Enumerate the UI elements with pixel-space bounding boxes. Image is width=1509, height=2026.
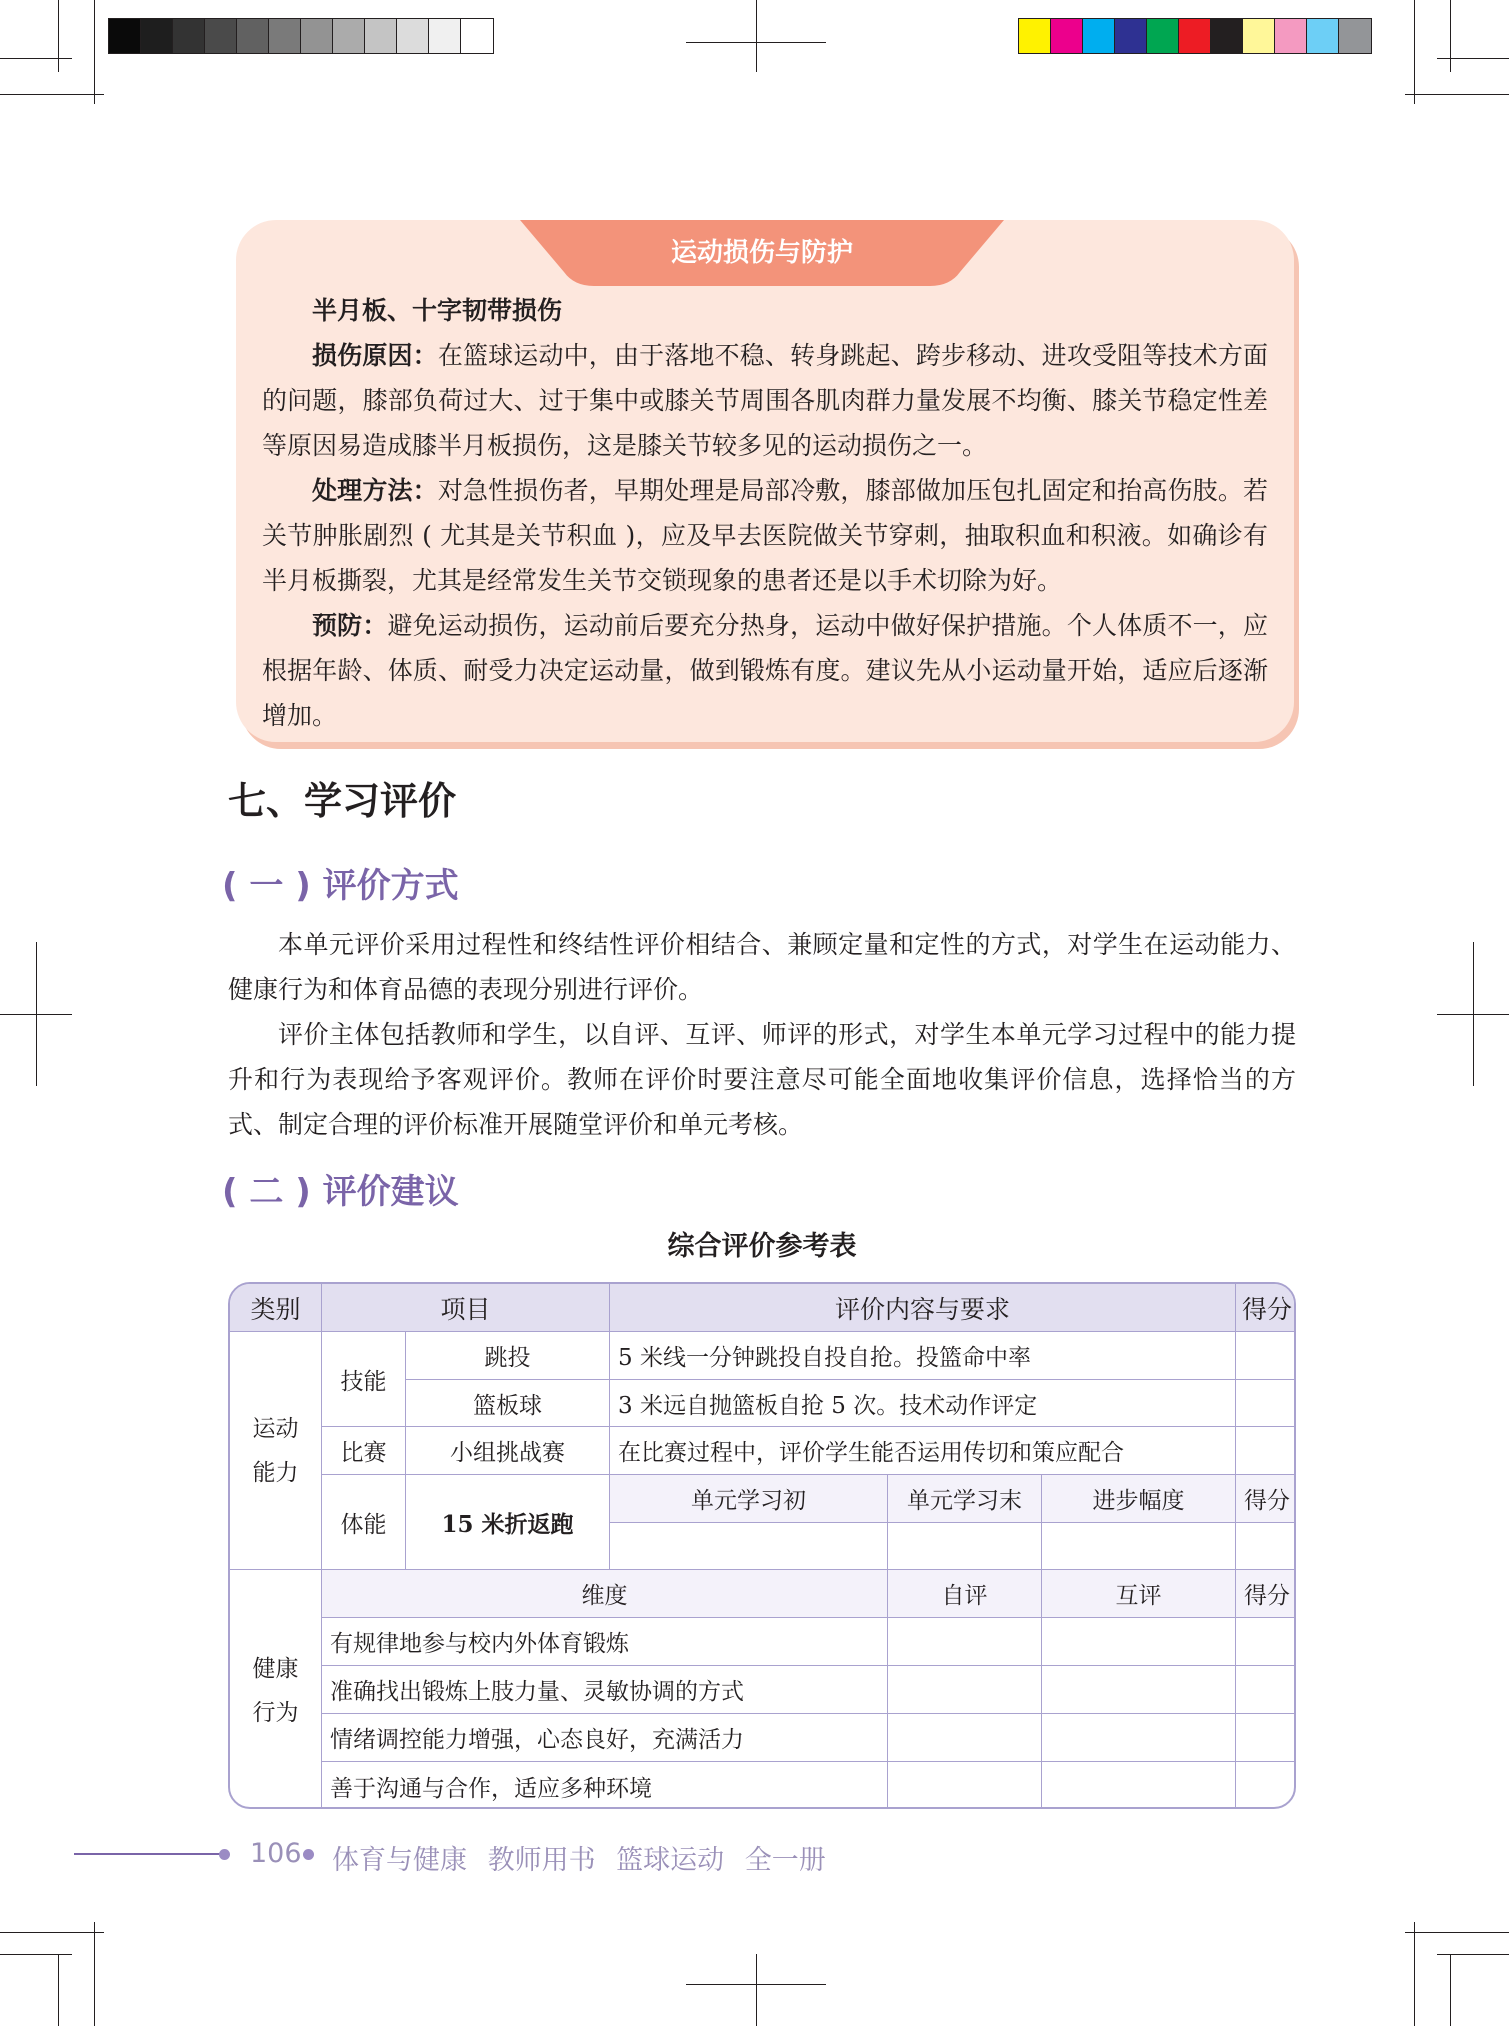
- self-eval-cell[interactable]: [888, 1666, 1042, 1714]
- unit-end-cell[interactable]: [888, 1523, 1042, 1570]
- shuttle-run-label: 15 米折返跑: [406, 1475, 610, 1570]
- progress-cell[interactable]: [1042, 1523, 1236, 1570]
- section-title: 七、学习评价: [228, 778, 457, 823]
- challenge-requirement: 在比赛过程中，评价学生能否运用传切和策应配合: [610, 1427, 1236, 1475]
- category-health-label: 健康行为: [252, 1655, 299, 1726]
- table-row: 准确找出锻炼上肢力量、灵敏协调的方式: [322, 1666, 888, 1714]
- box-title: 运动损伤与防护: [670, 238, 853, 268]
- evaluation-method-text: [228, 922, 1296, 1147]
- match-label: 比赛: [322, 1427, 406, 1475]
- jump-shot-score-cell[interactable]: [1236, 1332, 1296, 1380]
- prevention-paragraph: [262, 603, 1268, 738]
- evaluation-paragraph-1: 本单元评价采用过程性和终结性评价相结合、兼顾定量和定性的方式，对学生在运动能力、健康行为和体育品德的表现分别进行评价。: [228, 930, 1296, 1004]
- fitness-label: 体能: [322, 1475, 406, 1570]
- header-score: 得分: [1236, 1284, 1296, 1332]
- box-heading: 半月板、十字韧带损伤: [312, 296, 563, 325]
- self-eval-header: 自评: [888, 1570, 1042, 1618]
- prevention-label: 预防：: [312, 611, 388, 640]
- category-health-behavior: [230, 1570, 322, 1809]
- injury-cause-paragraph: [262, 333, 1268, 468]
- rebound-label: 篮板球: [406, 1380, 610, 1427]
- self-eval-cell[interactable]: [888, 1762, 1042, 1809]
- score-cell[interactable]: [1236, 1618, 1296, 1666]
- rebound-requirement: 3 米远自抛篮板自抢 5 次。技术动作评定: [610, 1380, 1236, 1427]
- peer-eval-cell[interactable]: [1042, 1666, 1236, 1714]
- score-cell[interactable]: [1236, 1762, 1296, 1809]
- progress-header: 进步幅度: [1042, 1475, 1236, 1523]
- jump-shot-requirement: 5 米线一分钟跳投自投自抢。投篮命中率: [610, 1332, 1236, 1380]
- fitness-score-header: 得分: [1236, 1475, 1296, 1523]
- footer-rule: [74, 1853, 222, 1855]
- subsection-evaluation-method: ( 一 ) 评价方式: [222, 866, 459, 906]
- evaluation-paragraph-2: 评价主体包括教师和学生，以自评、互评、师评的形式，对学生本单元学习过程中的能力提升和行为表现给予客观评价。教师在评价时要注意尽可能全面地收集评价信息，选择恰当的方式、制定合理的评价标准开展随堂评价和单元考核。: [228, 1020, 1296, 1139]
- peer-eval-cell[interactable]: [1042, 1618, 1236, 1666]
- footer-dot-right: [303, 1849, 314, 1860]
- challenge-score-cell[interactable]: [1236, 1427, 1296, 1475]
- fitness-score-cell[interactable]: [1236, 1523, 1296, 1570]
- unit-end-header: 单元学习末: [888, 1475, 1042, 1523]
- category-motor-ability: [230, 1332, 322, 1570]
- header-category: 类别: [230, 1284, 322, 1332]
- jump-shot-label: 跳投: [406, 1332, 610, 1380]
- prevention-text: 避免运动损伤，运动前后要充分热身，运动中做好保护措施。个人体质不一，应根据年龄、体质、耐受力决定运动量，做到锻炼有度。建议先从小运动量开始，适应后逐渐增加。: [262, 611, 1268, 730]
- injury-cause-text: 在篮球运动中，由于落地不稳、转身跳起、跨步移动、进攻受阻等技术方面的问题，膝部负荷过大、过于集中或膝关节周围各肌肉群力量发展不均衡、膝关节稳定性差等原因易造成膝半月板损伤，这是膝关节较多见的运动损伤之一。: [262, 341, 1268, 460]
- injury-cause-label: 损伤原因：: [312, 341, 438, 370]
- grayscale-color-bar: [108, 18, 494, 54]
- peer-eval-header: 互评: [1042, 1570, 1236, 1618]
- running-footer: 体育与健康 教师用书 篮球运动 全一册: [332, 1845, 826, 1876]
- unit-start-header: 单元学习初: [610, 1475, 888, 1523]
- health-score-header: 得分: [1236, 1570, 1296, 1618]
- treatment-label: 处理方法：: [312, 476, 438, 505]
- footer-dot-left: [219, 1849, 230, 1860]
- header-content: 评价内容与要求: [610, 1284, 1236, 1332]
- score-cell[interactable]: [1236, 1666, 1296, 1714]
- header-item: 项目: [322, 1284, 610, 1332]
- skill-label: 技能: [322, 1332, 406, 1427]
- peer-eval-cell[interactable]: [1042, 1714, 1236, 1762]
- self-eval-cell[interactable]: [888, 1618, 1042, 1666]
- subsection-evaluation-suggestion: ( 二 ) 评价建议: [222, 1172, 459, 1212]
- peer-eval-cell[interactable]: [1042, 1762, 1236, 1809]
- page-number: 106: [250, 1838, 302, 1869]
- unit-start-cell[interactable]: [610, 1523, 888, 1570]
- rebound-score-cell[interactable]: [1236, 1380, 1296, 1427]
- treatment-paragraph: [262, 468, 1268, 603]
- table-row: 情绪调控能力增强，心态良好，充满活力: [322, 1714, 888, 1762]
- table-caption: 综合评价参考表: [667, 1231, 857, 1262]
- challenge-label: 小组挑战赛: [406, 1427, 610, 1475]
- cmyk-color-bar: [1018, 18, 1372, 54]
- dimension-header: 维度: [322, 1570, 888, 1618]
- score-cell[interactable]: [1236, 1714, 1296, 1762]
- table-row: 有规律地参与校内外体育锻炼: [322, 1618, 888, 1666]
- evaluation-table: [228, 1282, 1296, 1809]
- box-content: [262, 288, 1268, 738]
- self-eval-cell[interactable]: [888, 1714, 1042, 1762]
- treatment-text: 对急性损伤者，早期处理是局部冷敷，膝部做加压包扎固定和抬高伤肢。若关节肿胀剧烈 ( 尤其是关节积血 )，应及早去医院做关节穿刺，抽取积血和积液。如确诊有半月板撕裂，尤其是经常发生关节交锁现象的患者还是以手术切除为好。: [262, 476, 1268, 595]
- table-row: 善于沟通与合作，适应多种环境: [322, 1762, 888, 1809]
- category-motor-label: 运动能力: [252, 1415, 299, 1486]
